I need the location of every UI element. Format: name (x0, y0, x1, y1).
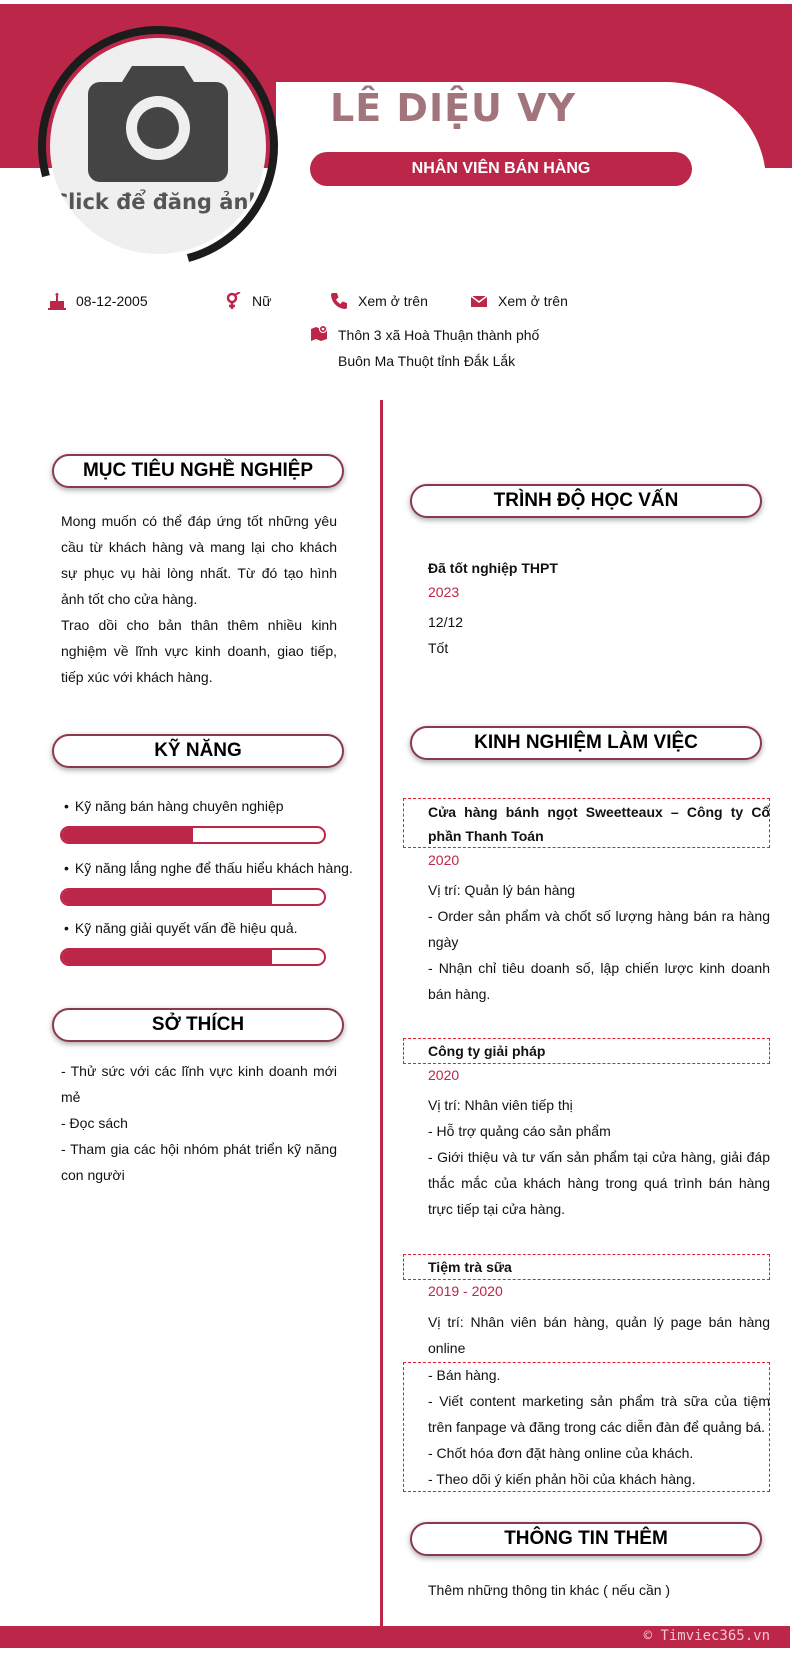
column-divider (380, 400, 383, 1626)
address-value: Thôn 3 xã Hoà Thuận thành phố Buôn Ma Thuột tỉnh Đắk Lắk (338, 327, 540, 369)
contact-email (470, 292, 568, 310)
education-heading: TRÌNH ĐỘ HỌC VẤN (410, 484, 762, 518)
skill-bar (60, 888, 326, 906)
contact-address (310, 322, 558, 374)
job-title-badge: NHÂN VIÊN BÁN HÀNG (310, 152, 692, 186)
objective-text-2: Trao dồi cho bản thân thêm nhiều kinh nghiệm về lĩnh vực kinh doanh, giao tiếp, tiếp xúc với khách hàng. (61, 617, 337, 685)
skill-label: • Kỹ năng lắng nghe để thấu hiểu khách hàng. (64, 860, 353, 876)
education-rating: Tốt (428, 640, 449, 656)
job-year: 2019 - 2020 (428, 1283, 503, 1299)
job-duty: - Giới thiệu và tư vấn sản phẩm tại cửa hàng, giải đáp thắc mắc của khách hàng trong quá trình bán hàng trực tiếp tại cửa hàng. (428, 1149, 770, 1217)
job-company: Cửa hàng bánh ngọt Sweetteaux – Công ty Cổ phần Thanh Toán (428, 804, 770, 844)
skill-bar-fill (62, 828, 193, 842)
experience-heading: KINH NGHIỆM LÀM VIỆC (410, 726, 762, 760)
avatar-upload-caption[interactable]: Click để đăng ảnh (52, 190, 264, 214)
birthday-cake-icon (48, 292, 66, 310)
skill-bar-fill (62, 890, 272, 904)
hobby-item: - Đọc sách (61, 1115, 128, 1131)
avatar[interactable] (50, 38, 266, 254)
contact-birthday (48, 292, 148, 310)
job-duty: - Chốt hóa đơn đặt hàng online của khách. (428, 1445, 694, 1461)
skill-label: • Kỹ năng giải quyết vấn đề hiệu quả. (64, 920, 298, 936)
contact-phone (330, 292, 428, 310)
job-duty: - Bán hàng. (428, 1367, 501, 1383)
education-title: Đã tốt nghiệp THPT (428, 560, 558, 576)
gender-value: Nữ (252, 293, 272, 309)
gender-icon (224, 292, 242, 310)
objective-heading: MỤC TIÊU NGHỀ NGHIỆP (52, 454, 344, 488)
hobbies-heading: SỞ THÍCH (52, 1008, 344, 1042)
contact-gender (224, 292, 271, 310)
hobby-item: - Tham gia các hội nhóm phát triển kỹ năng con người (61, 1141, 337, 1183)
skills-heading: KỸ NĂNG (52, 734, 344, 768)
phone-icon (330, 292, 348, 310)
candidate-name: LÊ DIỆU VY (330, 86, 577, 130)
birthday-value: 08-12-2005 (76, 293, 148, 309)
footer-band (0, 1626, 790, 1648)
job-duty: - Hỗ trợ quảng cáo sản phẩm (428, 1123, 611, 1139)
skill-label: • Kỹ năng bán hàng chuyên nghiệp (64, 798, 284, 814)
extra-text: Thêm những thông tin khác ( nếu cần ) (428, 1582, 671, 1598)
job-company: Tiệm trà sữa (428, 1259, 512, 1275)
job-role: Vị trí: Nhân viên bán hàng, quản lý page bán hàng online (428, 1314, 770, 1356)
job-duty: - Nhận chỉ tiêu doanh số, lập chiến lược kinh doanh bán hàng. (428, 960, 770, 1002)
footer-credit[interactable]: © Timviec365.vn (643, 1628, 770, 1644)
extra-heading: THÔNG TIN THÊM (410, 1522, 762, 1556)
job-duty: - Theo dõi ý kiến phản hồi của khách hàng. (428, 1471, 696, 1487)
education-year: 2023 (428, 584, 460, 600)
job-duty: - Order sản phẩm và chốt số lượng hàng bán ra hàng ngày (428, 908, 770, 950)
email-icon (470, 292, 488, 310)
job-year: 2020 (428, 852, 460, 868)
email-value[interactable]: Xem ở trên (498, 293, 568, 309)
job-duty: - Viết content marketing sản phẩm trà sữa của tiệm trên fanpage và đăng trong các diễn đàn để quảng bá. (428, 1393, 770, 1435)
education-grade: 12/12 (428, 614, 464, 630)
hobby-item: - Thử sức với các lĩnh vực kinh doanh mới mẻ (61, 1063, 337, 1105)
phone-value[interactable]: Xem ở trên (358, 293, 428, 309)
camera-icon (88, 60, 228, 182)
job-year: 2020 (428, 1067, 460, 1083)
map-pin-icon (310, 324, 328, 342)
objective-text-1: Mong muốn có thể đáp ứng tốt những yêu cầu từ khách hàng và mang lại cho khách sự phục vụ hài lòng nhất. Từ đó tạo hình ảnh tốt cho cửa hàng. (61, 513, 337, 607)
job-role: Vị trí: Nhân viên tiếp thị (428, 1097, 573, 1113)
job-company: Công ty giải pháp (428, 1043, 546, 1059)
skill-bar-fill (62, 950, 272, 964)
skill-bar (60, 826, 326, 844)
skill-bar (60, 948, 326, 966)
job-role: Vị trí: Quản lý bán hàng (428, 882, 576, 898)
